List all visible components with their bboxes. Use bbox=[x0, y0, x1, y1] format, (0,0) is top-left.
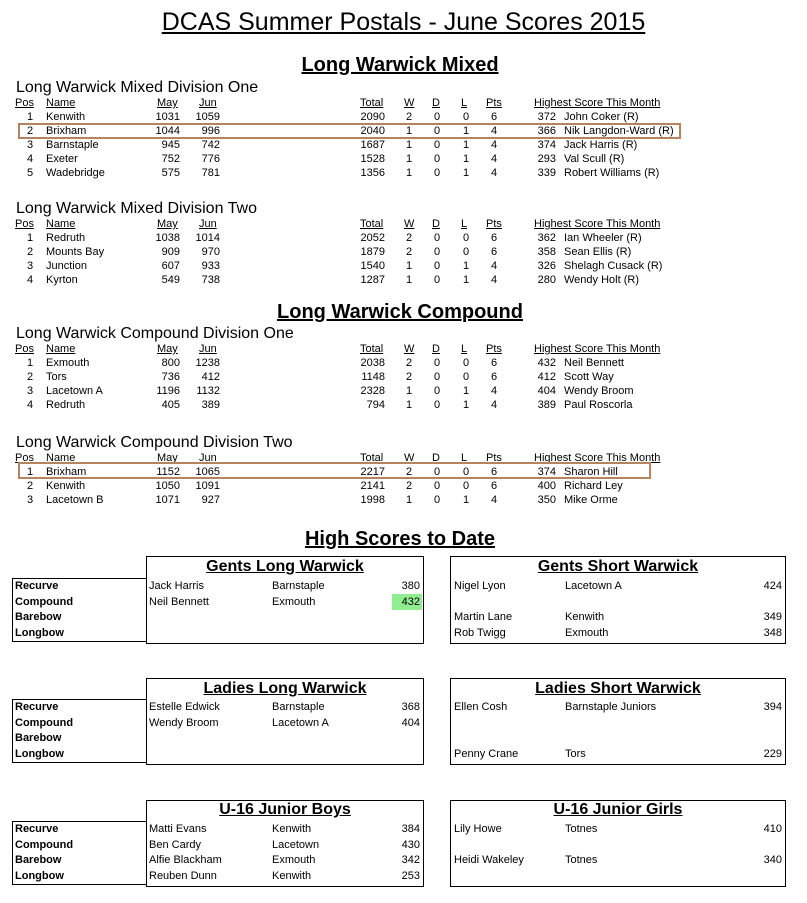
high-score-title: U-16 Junior Boys bbox=[219, 801, 351, 818]
cell-l: 1 bbox=[462, 125, 470, 137]
column-header-high: Highest Score This Month bbox=[534, 97, 661, 109]
column-header-total: Total bbox=[360, 343, 384, 355]
archer-score: 342 bbox=[401, 854, 420, 866]
cell-total: 794 bbox=[366, 399, 385, 411]
column-header-l: L bbox=[461, 97, 468, 109]
cell-name: Kyrton bbox=[46, 274, 78, 286]
column-header-total: Total bbox=[360, 218, 384, 230]
column-header-may: May bbox=[157, 452, 178, 464]
category-label: Compound bbox=[15, 838, 74, 851]
archer-name: Ben Cardy bbox=[149, 838, 201, 851]
cell-l: 1 bbox=[462, 260, 470, 272]
archer-name: Wendy Broom bbox=[149, 716, 219, 729]
division-title: Long Warwick Mixed Division Two bbox=[16, 200, 257, 217]
archer-score: 348 bbox=[763, 626, 782, 639]
cell-hs: 400 bbox=[537, 480, 556, 492]
cell-name: Lacetown B bbox=[46, 494, 104, 506]
cell-w: 2 bbox=[405, 232, 413, 244]
column-header-name: Name bbox=[46, 343, 76, 355]
column-header-total: Total bbox=[360, 97, 384, 109]
high-score-title: Ladies Short Warwick bbox=[535, 680, 701, 697]
cell-pos: 2 bbox=[26, 480, 34, 492]
column-header-jun: Jun bbox=[199, 218, 217, 230]
cell-w: 1 bbox=[405, 399, 413, 411]
cell-pts: 4 bbox=[490, 274, 498, 286]
cell-name: Redruth bbox=[46, 399, 86, 411]
cell-may: 1071 bbox=[155, 494, 180, 506]
archer-name: Neil Bennett bbox=[149, 595, 209, 608]
column-header-high: Highest Score This Month bbox=[534, 218, 661, 230]
highlight-compound-brixham bbox=[18, 462, 651, 479]
archer-name: Lily Howe bbox=[454, 823, 502, 835]
column-header-w: W bbox=[404, 218, 415, 230]
cell-name: Kenwith bbox=[46, 111, 86, 123]
cell-w: 1 bbox=[405, 125, 413, 137]
archer-score: 430 bbox=[401, 838, 420, 851]
column-header-l: L bbox=[461, 343, 468, 355]
column-header-w: W bbox=[404, 452, 415, 464]
cell-total: 1528 bbox=[360, 153, 385, 165]
column-header-jun: Jun bbox=[199, 452, 217, 464]
archer-club: Exmouth bbox=[272, 854, 316, 866]
archer-score: 394 bbox=[763, 701, 782, 713]
cell-may: 1152 bbox=[156, 466, 180, 478]
cell-l: 1 bbox=[462, 399, 470, 411]
cell-d: 0 bbox=[433, 494, 441, 506]
archer-club: Barnstaple bbox=[272, 580, 325, 592]
archer-score: 432 bbox=[392, 594, 422, 610]
cell-may: 1038 bbox=[155, 232, 180, 244]
cell-jun: 927 bbox=[201, 494, 220, 506]
cell-total: 1998 bbox=[360, 494, 385, 506]
cell-hsname: Mike Orme bbox=[564, 494, 618, 506]
cell-pos: 5 bbox=[26, 167, 34, 179]
column-header-may: May bbox=[157, 218, 178, 230]
high-score-title: Ladies Long Warwick bbox=[203, 680, 367, 697]
cell-d: 0 bbox=[433, 153, 441, 165]
cell-w: 2 bbox=[405, 357, 413, 369]
cell-total: 2052 bbox=[360, 232, 385, 244]
cell-l: 1 bbox=[462, 167, 470, 179]
archer-club: Kenwith bbox=[565, 611, 605, 623]
cell-w: 1 bbox=[405, 260, 413, 272]
cell-pos: 4 bbox=[26, 399, 34, 411]
cell-d: 0 bbox=[433, 385, 441, 397]
cell-w: 1 bbox=[405, 494, 413, 506]
cell-total: 1148 bbox=[361, 371, 385, 383]
cell-pos: 4 bbox=[26, 153, 34, 165]
column-header-pos: Pos bbox=[15, 97, 34, 109]
cell-l: 0 bbox=[462, 111, 470, 123]
high-score-title: Gents Short Warwick bbox=[537, 558, 699, 575]
category-label: Longbow bbox=[15, 747, 64, 760]
cell-w: 2 bbox=[405, 246, 413, 258]
cell-pts: 6 bbox=[490, 371, 498, 383]
cell-pts: 4 bbox=[490, 139, 498, 151]
cell-l: 0 bbox=[462, 357, 470, 369]
cell-hsname: Shelagh Cusack (R) bbox=[564, 260, 663, 272]
archer-score: 380 bbox=[401, 580, 420, 592]
category-label: Recurve bbox=[15, 580, 59, 592]
cell-may: 1196 bbox=[156, 385, 180, 397]
cell-d: 0 bbox=[433, 480, 441, 492]
archer-name: Jack Harris bbox=[149, 580, 205, 592]
cell-hsname: Robert Williams (R) bbox=[564, 167, 660, 179]
cell-jun: 738 bbox=[201, 274, 220, 286]
cell-l: 0 bbox=[462, 246, 470, 258]
cell-name: Mounts Bay bbox=[46, 246, 105, 258]
cell-pts: 4 bbox=[490, 153, 498, 165]
cell-pos: 2 bbox=[26, 371, 34, 383]
archer-club: Totnes bbox=[565, 854, 598, 866]
category-label: Recurve bbox=[15, 823, 59, 835]
cell-l: 1 bbox=[462, 274, 470, 286]
cell-w: 1 bbox=[405, 385, 413, 397]
page-title: DCAS Summer Postals - June Scores 2015 bbox=[161, 8, 646, 36]
archer-score: 229 bbox=[763, 747, 782, 760]
cell-name: Brixham bbox=[46, 466, 87, 478]
cell-l: 1 bbox=[462, 153, 470, 165]
cell-total: 2090 bbox=[360, 111, 385, 123]
cell-hsname: Nik Langdon-Ward (R) bbox=[564, 125, 674, 137]
cell-pos: 3 bbox=[26, 385, 34, 397]
cell-jun: 970 bbox=[201, 246, 220, 258]
cell-jun: 1065 bbox=[195, 466, 220, 478]
column-header-jun: Jun bbox=[199, 97, 217, 109]
cell-d: 0 bbox=[433, 260, 441, 272]
cell-pts: 6 bbox=[490, 111, 498, 123]
section-title-compound: Long Warwick Compound bbox=[277, 301, 523, 323]
cell-d: 0 bbox=[433, 466, 441, 478]
cell-hsname: Sean Ellis (R) bbox=[564, 246, 632, 258]
cell-total: 1356 bbox=[360, 167, 385, 179]
cell-w: 2 bbox=[405, 480, 413, 492]
cell-may: 1044 bbox=[155, 125, 180, 137]
cell-jun: 781 bbox=[201, 167, 220, 179]
column-header-d: D bbox=[432, 452, 440, 464]
cell-jun: 412 bbox=[201, 371, 220, 383]
archer-score: 253 bbox=[401, 869, 420, 882]
cell-may: 575 bbox=[161, 167, 180, 179]
archer-name: Penny Crane bbox=[454, 747, 519, 760]
column-header-w: W bbox=[404, 343, 415, 355]
cell-may: 800 bbox=[161, 357, 180, 369]
cell-hsname: Neil Bennett bbox=[564, 357, 624, 369]
cell-l: 0 bbox=[462, 480, 470, 492]
column-header-high: Highest Score This Month bbox=[534, 343, 661, 355]
cell-l: 1 bbox=[462, 139, 470, 151]
cell-jun: 1238 bbox=[195, 357, 220, 369]
archer-name: Nigel Lyon bbox=[454, 580, 506, 592]
cell-may: 1031 bbox=[155, 111, 180, 123]
cell-pos: 3 bbox=[26, 494, 34, 506]
cell-hsname: Sharon Hill bbox=[564, 466, 618, 478]
cell-d: 0 bbox=[433, 246, 441, 258]
cell-jun: 933 bbox=[201, 260, 220, 272]
cell-hs: 362 bbox=[537, 232, 556, 244]
column-header-d: D bbox=[432, 97, 440, 109]
cell-hs: 350 bbox=[537, 494, 556, 506]
cell-l: 0 bbox=[462, 232, 470, 244]
highlight-mixed-brixham bbox=[18, 123, 681, 139]
cell-d: 0 bbox=[433, 125, 441, 137]
archer-name: Ellen Cosh bbox=[454, 701, 508, 713]
archer-club: Lacetown A bbox=[565, 580, 622, 592]
cell-may: 945 bbox=[161, 139, 180, 151]
cell-jun: 742 bbox=[201, 139, 220, 151]
cell-pts: 6 bbox=[490, 232, 498, 244]
division-title: Long Warwick Compound Division One bbox=[16, 325, 294, 342]
cell-total: 2038 bbox=[360, 357, 385, 369]
archer-name: Heidi Wakeley bbox=[454, 854, 524, 866]
cell-jun: 996 bbox=[201, 125, 220, 137]
archer-name: Matti Evans bbox=[149, 823, 207, 835]
cell-l: 1 bbox=[462, 494, 470, 506]
cell-pos: 2 bbox=[26, 246, 34, 258]
archer-club: Barnstaple Juniors bbox=[565, 701, 657, 713]
archer-score: 349 bbox=[763, 611, 782, 623]
cell-pts: 4 bbox=[490, 385, 498, 397]
cell-hs: 412 bbox=[537, 371, 556, 383]
cell-hs: 432 bbox=[537, 357, 556, 369]
column-header-may: May bbox=[157, 97, 178, 109]
cell-name: Lacetown A bbox=[46, 385, 103, 397]
cell-hs: 389 bbox=[537, 399, 556, 411]
cell-w: 1 bbox=[405, 139, 413, 151]
category-label: Compound bbox=[15, 595, 74, 608]
category-label: Recurve bbox=[15, 701, 59, 713]
category-label: Barebow bbox=[15, 732, 62, 744]
cell-hs: 374 bbox=[537, 139, 556, 151]
archer-score: 410 bbox=[763, 823, 782, 835]
cell-d: 0 bbox=[433, 274, 441, 286]
column-header-d: D bbox=[432, 343, 440, 355]
cell-may: 752 bbox=[161, 153, 180, 165]
cell-may: 549 bbox=[161, 274, 180, 286]
archer-name: Reuben Dunn bbox=[149, 869, 217, 882]
column-header-pts: Pts bbox=[486, 218, 502, 230]
cell-may: 405 bbox=[161, 399, 180, 411]
cell-pos: 1 bbox=[26, 466, 34, 478]
cell-pts: 4 bbox=[490, 494, 498, 506]
cell-jun: 1059 bbox=[195, 111, 220, 123]
cell-hs: 366 bbox=[537, 125, 556, 137]
cell-total: 1687 bbox=[360, 139, 385, 151]
column-header-jun: Jun bbox=[199, 343, 217, 355]
cell-hsname: John Coker (R) bbox=[564, 111, 639, 123]
cell-l: 0 bbox=[462, 466, 470, 478]
cell-pts: 4 bbox=[490, 125, 498, 137]
column-header-l: L bbox=[461, 218, 468, 230]
cell-l: 1 bbox=[462, 385, 470, 397]
high-score-title: U-16 Junior Girls bbox=[553, 801, 683, 818]
cell-jun: 1091 bbox=[195, 480, 220, 492]
cell-pos: 1 bbox=[26, 357, 34, 369]
cell-total: 2040 bbox=[360, 125, 385, 137]
cell-pts: 4 bbox=[490, 260, 498, 272]
column-header-w: W bbox=[404, 97, 415, 109]
cell-hs: 374 bbox=[537, 466, 556, 478]
cell-d: 0 bbox=[433, 357, 441, 369]
cell-hs: 404 bbox=[537, 385, 556, 397]
column-header-high: Highest Score This Month bbox=[534, 452, 661, 464]
archer-score: 340 bbox=[763, 854, 782, 866]
section-title-mixed: Long Warwick Mixed bbox=[301, 54, 499, 76]
archer-name: Estelle Edwick bbox=[149, 701, 220, 713]
cell-jun: 389 bbox=[201, 399, 220, 411]
cell-hs: 372 bbox=[537, 111, 556, 123]
cell-total: 1879 bbox=[360, 246, 385, 258]
cell-may: 607 bbox=[161, 260, 180, 272]
high-score-title: Gents Long Warwick bbox=[206, 558, 364, 575]
cell-may: 909 bbox=[161, 246, 180, 258]
cell-name: Wadebridge bbox=[46, 167, 105, 179]
column-header-pos: Pos bbox=[15, 218, 34, 230]
division-title: Long Warwick Mixed Division One bbox=[16, 79, 259, 96]
archer-club: Exmouth bbox=[565, 626, 609, 639]
cell-pos: 4 bbox=[26, 274, 34, 286]
cell-total: 1287 bbox=[360, 274, 385, 286]
cell-hsname: Wendy Broom bbox=[564, 385, 634, 397]
archer-score: 404 bbox=[401, 716, 420, 729]
cell-name: Redruth bbox=[46, 232, 86, 244]
cell-d: 0 bbox=[433, 371, 441, 383]
cell-name: Brixham bbox=[46, 125, 87, 137]
archer-club: Tors bbox=[565, 747, 586, 760]
cell-jun: 776 bbox=[201, 153, 220, 165]
cell-may: 1050 bbox=[155, 480, 180, 492]
cell-pts: 4 bbox=[490, 167, 498, 179]
column-header-may: May bbox=[157, 343, 178, 355]
column-header-pos: Pos bbox=[15, 343, 34, 355]
column-header-name: Name bbox=[46, 97, 76, 109]
cell-may: 736 bbox=[161, 371, 180, 383]
cell-jun: 1132 bbox=[196, 385, 220, 397]
cell-l: 0 bbox=[462, 371, 470, 383]
column-header-pts: Pts bbox=[486, 97, 502, 109]
category-label: Barebow bbox=[15, 611, 62, 623]
cell-pts: 6 bbox=[490, 246, 498, 258]
cell-total: 1540 bbox=[360, 260, 385, 272]
column-header-total: Total bbox=[360, 452, 384, 464]
cell-name: Exeter bbox=[46, 153, 78, 165]
cell-hs: 293 bbox=[537, 153, 556, 165]
archer-name: Rob Twigg bbox=[454, 626, 506, 639]
cell-total: 2141 bbox=[360, 480, 385, 492]
cell-d: 0 bbox=[433, 139, 441, 151]
cell-d: 0 bbox=[433, 111, 441, 123]
cell-d: 0 bbox=[433, 167, 441, 179]
archer-name: Martin Lane bbox=[454, 611, 513, 623]
cell-w: 1 bbox=[405, 274, 413, 286]
cell-pts: 6 bbox=[490, 357, 498, 369]
high-scores-title: High Scores to Date bbox=[304, 528, 496, 550]
cell-w: 2 bbox=[405, 466, 413, 478]
column-header-d: D bbox=[432, 218, 440, 230]
archer-club: Lacetown bbox=[272, 838, 320, 851]
category-label: Longbow bbox=[15, 626, 64, 639]
cell-pts: 6 bbox=[490, 480, 498, 492]
archer-club: Totnes bbox=[565, 823, 598, 835]
division-title: Long Warwick Compound Division Two bbox=[16, 434, 293, 451]
cell-pos: 1 bbox=[26, 111, 34, 123]
archer-club: Exmouth bbox=[272, 595, 316, 608]
cell-w: 2 bbox=[405, 371, 413, 383]
category-label: Compound bbox=[15, 716, 74, 729]
archer-club: Kenwith bbox=[272, 869, 312, 882]
cell-hsname: Paul Roscorla bbox=[564, 399, 633, 411]
cell-hsname: Jack Harris (R) bbox=[564, 139, 638, 151]
column-header-pts: Pts bbox=[486, 452, 502, 464]
archer-score: 368 bbox=[401, 701, 420, 713]
cell-hs: 358 bbox=[537, 246, 556, 258]
cell-d: 0 bbox=[433, 232, 441, 244]
category-label: Barebow bbox=[15, 854, 62, 866]
cell-pts: 6 bbox=[490, 466, 498, 478]
cell-d: 0 bbox=[433, 399, 441, 411]
cell-name: Kenwith bbox=[46, 480, 86, 492]
cell-pos: 3 bbox=[26, 260, 34, 272]
cell-hs: 339 bbox=[537, 167, 556, 179]
archer-score: 384 bbox=[401, 823, 420, 835]
cell-name: Exmouth bbox=[46, 357, 90, 369]
column-header-pts: Pts bbox=[486, 343, 502, 355]
cell-w: 1 bbox=[405, 153, 413, 165]
cell-hsname: Val Scull (R) bbox=[564, 153, 625, 165]
archer-score: 424 bbox=[763, 580, 782, 592]
cell-hsname: Ian Wheeler (R) bbox=[564, 232, 642, 244]
cell-w: 2 bbox=[405, 111, 413, 123]
cell-name: Junction bbox=[46, 260, 87, 272]
cell-name: Tors bbox=[46, 371, 67, 383]
column-header-l: L bbox=[461, 452, 468, 464]
cell-name: Barnstaple bbox=[46, 139, 99, 151]
cell-jun: 1014 bbox=[195, 232, 220, 244]
cell-pos: 3 bbox=[26, 139, 34, 151]
cell-hsname: Wendy Holt (R) bbox=[564, 274, 639, 286]
cell-pos: 1 bbox=[26, 232, 34, 244]
cell-total: 2328 bbox=[360, 385, 385, 397]
cell-pts: 4 bbox=[490, 399, 498, 411]
column-header-pos: Pos bbox=[15, 452, 34, 464]
category-label: Longbow bbox=[15, 869, 64, 882]
cell-pos: 2 bbox=[26, 125, 34, 137]
cell-hsname: Richard Ley bbox=[564, 480, 623, 492]
cell-hs: 280 bbox=[537, 274, 556, 286]
cell-total: 2217 bbox=[360, 466, 385, 478]
archer-club: Lacetown A bbox=[272, 716, 329, 729]
archer-club: Barnstaple bbox=[272, 701, 325, 713]
cell-hs: 326 bbox=[537, 260, 556, 272]
cell-hsname: Scott Way bbox=[564, 371, 614, 383]
cell-w: 1 bbox=[405, 167, 413, 179]
column-header-name: Name bbox=[46, 452, 76, 464]
archer-name: Alfie Blackham bbox=[149, 854, 222, 866]
archer-club: Kenwith bbox=[272, 823, 312, 835]
column-header-name: Name bbox=[46, 218, 76, 230]
